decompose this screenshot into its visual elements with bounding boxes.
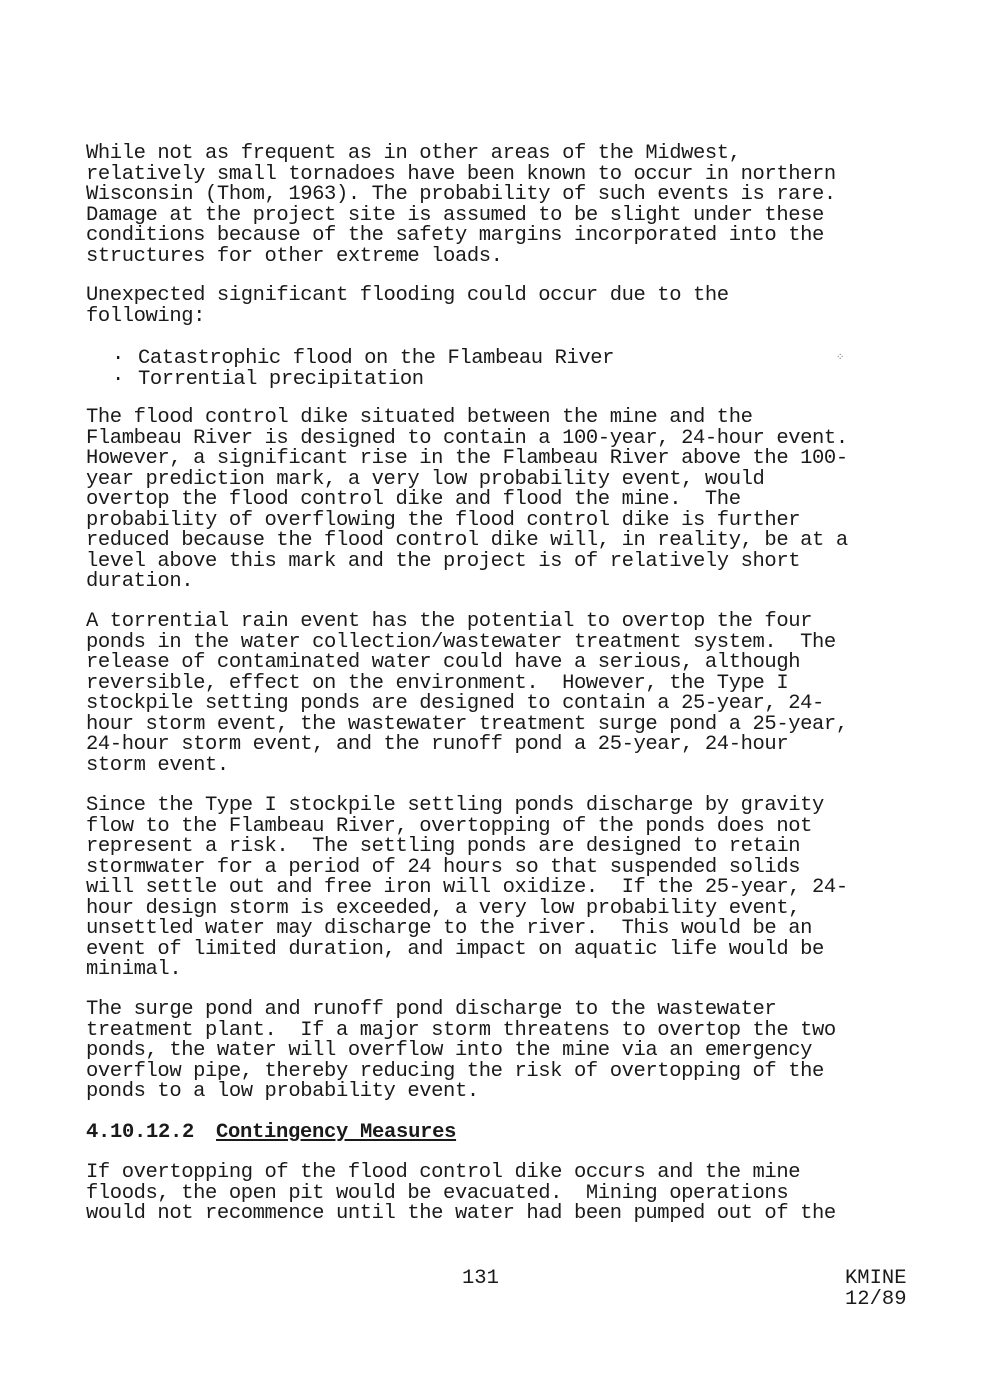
bullet-text: Torrential precipitation (138, 368, 424, 391)
paragraph-flooding-intro: Unexpected significant flooding could occur due to the following: (86, 284, 729, 328)
paragraph-tornadoes: While not as frequent as in other areas of the Midwest, relatively small tornadoes have been known to occur in northern Wisconsin (Thom, 1963). The probability of such events is rare. Damage at the project site is assumed to be slight under these conditions because of the safety margins incorporated into the structures for other extreme loads. (86, 142, 836, 268)
paragraph-torrential-rain: A torrential rain event has the potential to overtop the four ponds in the water collection/wastewater treatment system. The release of contaminated water could have a serious, although reversible, effect on the environment. However, the Type I stockpile setting ponds are designed to contain a 25-year, 24- hour storm event, the wastewater treatment surge pond a 25-year, 24-hour storm event, and the runoff pond a 25-year, 24-hour storm event. (86, 610, 848, 777)
page-number: 131 (462, 1267, 499, 1290)
document-code-name: KMINE (845, 1267, 907, 1290)
document-code-date: 12/89 (845, 1288, 907, 1311)
bullet-list (112, 348, 614, 390)
bullet-dot: · (112, 347, 124, 370)
paragraph-flood-dike: The flood control dike situated between the mine and the Flambeau River is designed to contain a 100-year, 24-hour event. However, a significant rise in the Flambeau River above the 100- year prediction mark, a very low probability event, would overtop the flood control dike and flood the mine. The probability of overflowing the flood control dike is further reduced because the flood control dike will, in reality, be at a level above this mark and the project is of relatively short duration. (86, 406, 848, 593)
document-code (845, 1268, 907, 1310)
section-title: Contingency Measures (216, 1121, 457, 1144)
paragraph-surge-pond: The surge pond and runoff pond discharge to the wastewater treatment plant. If a major storm threatens to overtop the two ponds, the water will overflow into the mine via an emergency overflow pipe, thereby reducing the risk of overtopping of the ponds to a low probability event. (86, 998, 836, 1103)
bullet-item (112, 348, 614, 369)
paragraph-settling-ponds: Since the Type I stockpile settling ponds discharge by gravity flow to the Flambeau River, overtopping of the ponds does not represent a risk. The settling ponds are designed to retain stormwater for a period of 24 hours so that suspended solids will settle out and free iron will oxidize. If the 25-year, 24- hour design storm is exceeded, a very low probability event, unsettled water may discharge to the river. This would be an event of limited duration, and impact on aquatic life would be minimal. (86, 794, 848, 981)
bullet-text: Catastrophic flood on the Flambeau River (138, 347, 615, 370)
paragraph-contingency: If overtopping of the flood control dike occurs and the mine floods, the open pit would be evacuated. Mining operations would not recommence until the water had been pumped out of the (86, 1161, 836, 1225)
section-heading (86, 1122, 456, 1143)
bullet-item (112, 369, 614, 390)
bullet-dot: · (112, 368, 124, 391)
scan-speck: ⁘ (836, 353, 845, 364)
section-number: 4.10.12.2 (86, 1121, 195, 1144)
